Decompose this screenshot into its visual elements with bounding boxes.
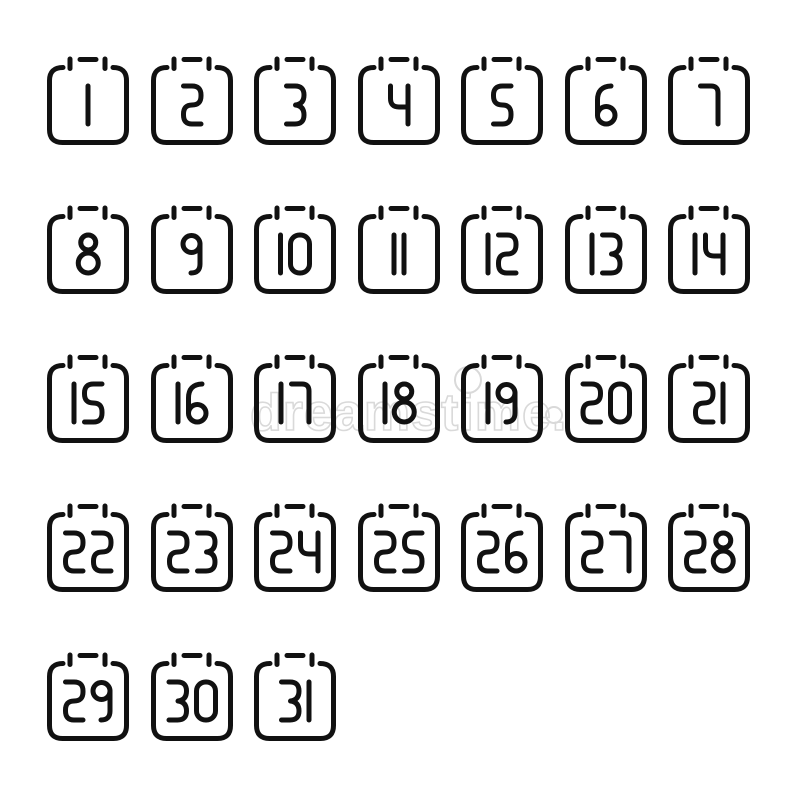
calendar-day-icon-17 [254, 353, 336, 443]
calendar-day-icon-23 [151, 502, 233, 592]
calendar-day-icon-2 [151, 55, 233, 145]
day-number [281, 384, 309, 422]
day-number [687, 533, 734, 571]
calendar-day-icon-5 [461, 55, 543, 145]
calendar-day-icon-26 [461, 502, 543, 592]
day-number [287, 86, 305, 124]
calendar-day-icon-20 [565, 353, 647, 443]
calendar-day-icon-8 [47, 204, 129, 294]
day-number [183, 86, 201, 124]
day-number [488, 384, 515, 422]
day-number [282, 682, 310, 720]
day-number [494, 86, 512, 124]
calendar-day-icon-18 [358, 353, 440, 443]
day-number [273, 533, 319, 571]
watermark-text: dreamstime. [250, 384, 568, 442]
day-number [394, 235, 404, 273]
day-number [66, 682, 111, 720]
day-number [488, 235, 516, 273]
day-number [390, 86, 408, 124]
day-number [183, 236, 200, 274]
day-number [66, 533, 112, 571]
calendar-day-icon-14 [668, 204, 750, 294]
day-number [78, 235, 98, 273]
day-number [385, 384, 414, 422]
day-number [592, 235, 620, 273]
calendar-day-icon-12 [461, 204, 543, 294]
calendar-day-icon-6 [565, 55, 647, 145]
calendar-day-icon-13 [565, 204, 647, 294]
day-number [480, 533, 526, 571]
calendar-day-icon-10 [254, 204, 336, 294]
calendar-day-icon-1 [47, 55, 129, 145]
day-number [696, 384, 724, 422]
calendar-day-icon-19 [461, 353, 543, 443]
day-number [178, 384, 206, 422]
day-number [701, 86, 719, 124]
calendar-day-icon-11 [358, 204, 440, 294]
calendar-day-icon-9 [151, 204, 233, 294]
calendar-day-icon-28 [668, 502, 750, 592]
calendar-day-icon-3 [254, 55, 336, 145]
calendar-day-icon-15 [47, 353, 129, 443]
calendar-day-icon-7 [668, 55, 750, 145]
day-number [281, 235, 310, 273]
day-number [169, 682, 216, 720]
calendar-day-icon-30 [151, 651, 233, 741]
day-number [695, 235, 723, 273]
day-number [583, 384, 630, 422]
day-number [583, 533, 629, 571]
calendar-day-icon-25 [358, 502, 440, 592]
day-number [597, 86, 615, 124]
calendar-day-icon-4 [358, 55, 440, 145]
calendar-day-icon-21 [668, 353, 750, 443]
day-number [74, 384, 102, 422]
calendar-day-icon-27 [565, 502, 647, 592]
day-number [376, 533, 422, 571]
calendar-day-icon-24 [254, 502, 336, 592]
calendar-day-icon-16 [151, 353, 233, 443]
calendar-day-icon-29 [47, 651, 129, 741]
calendar-day-icon-31 [254, 651, 336, 741]
calendar-day-icon-22 [47, 502, 129, 592]
day-number [169, 533, 215, 571]
